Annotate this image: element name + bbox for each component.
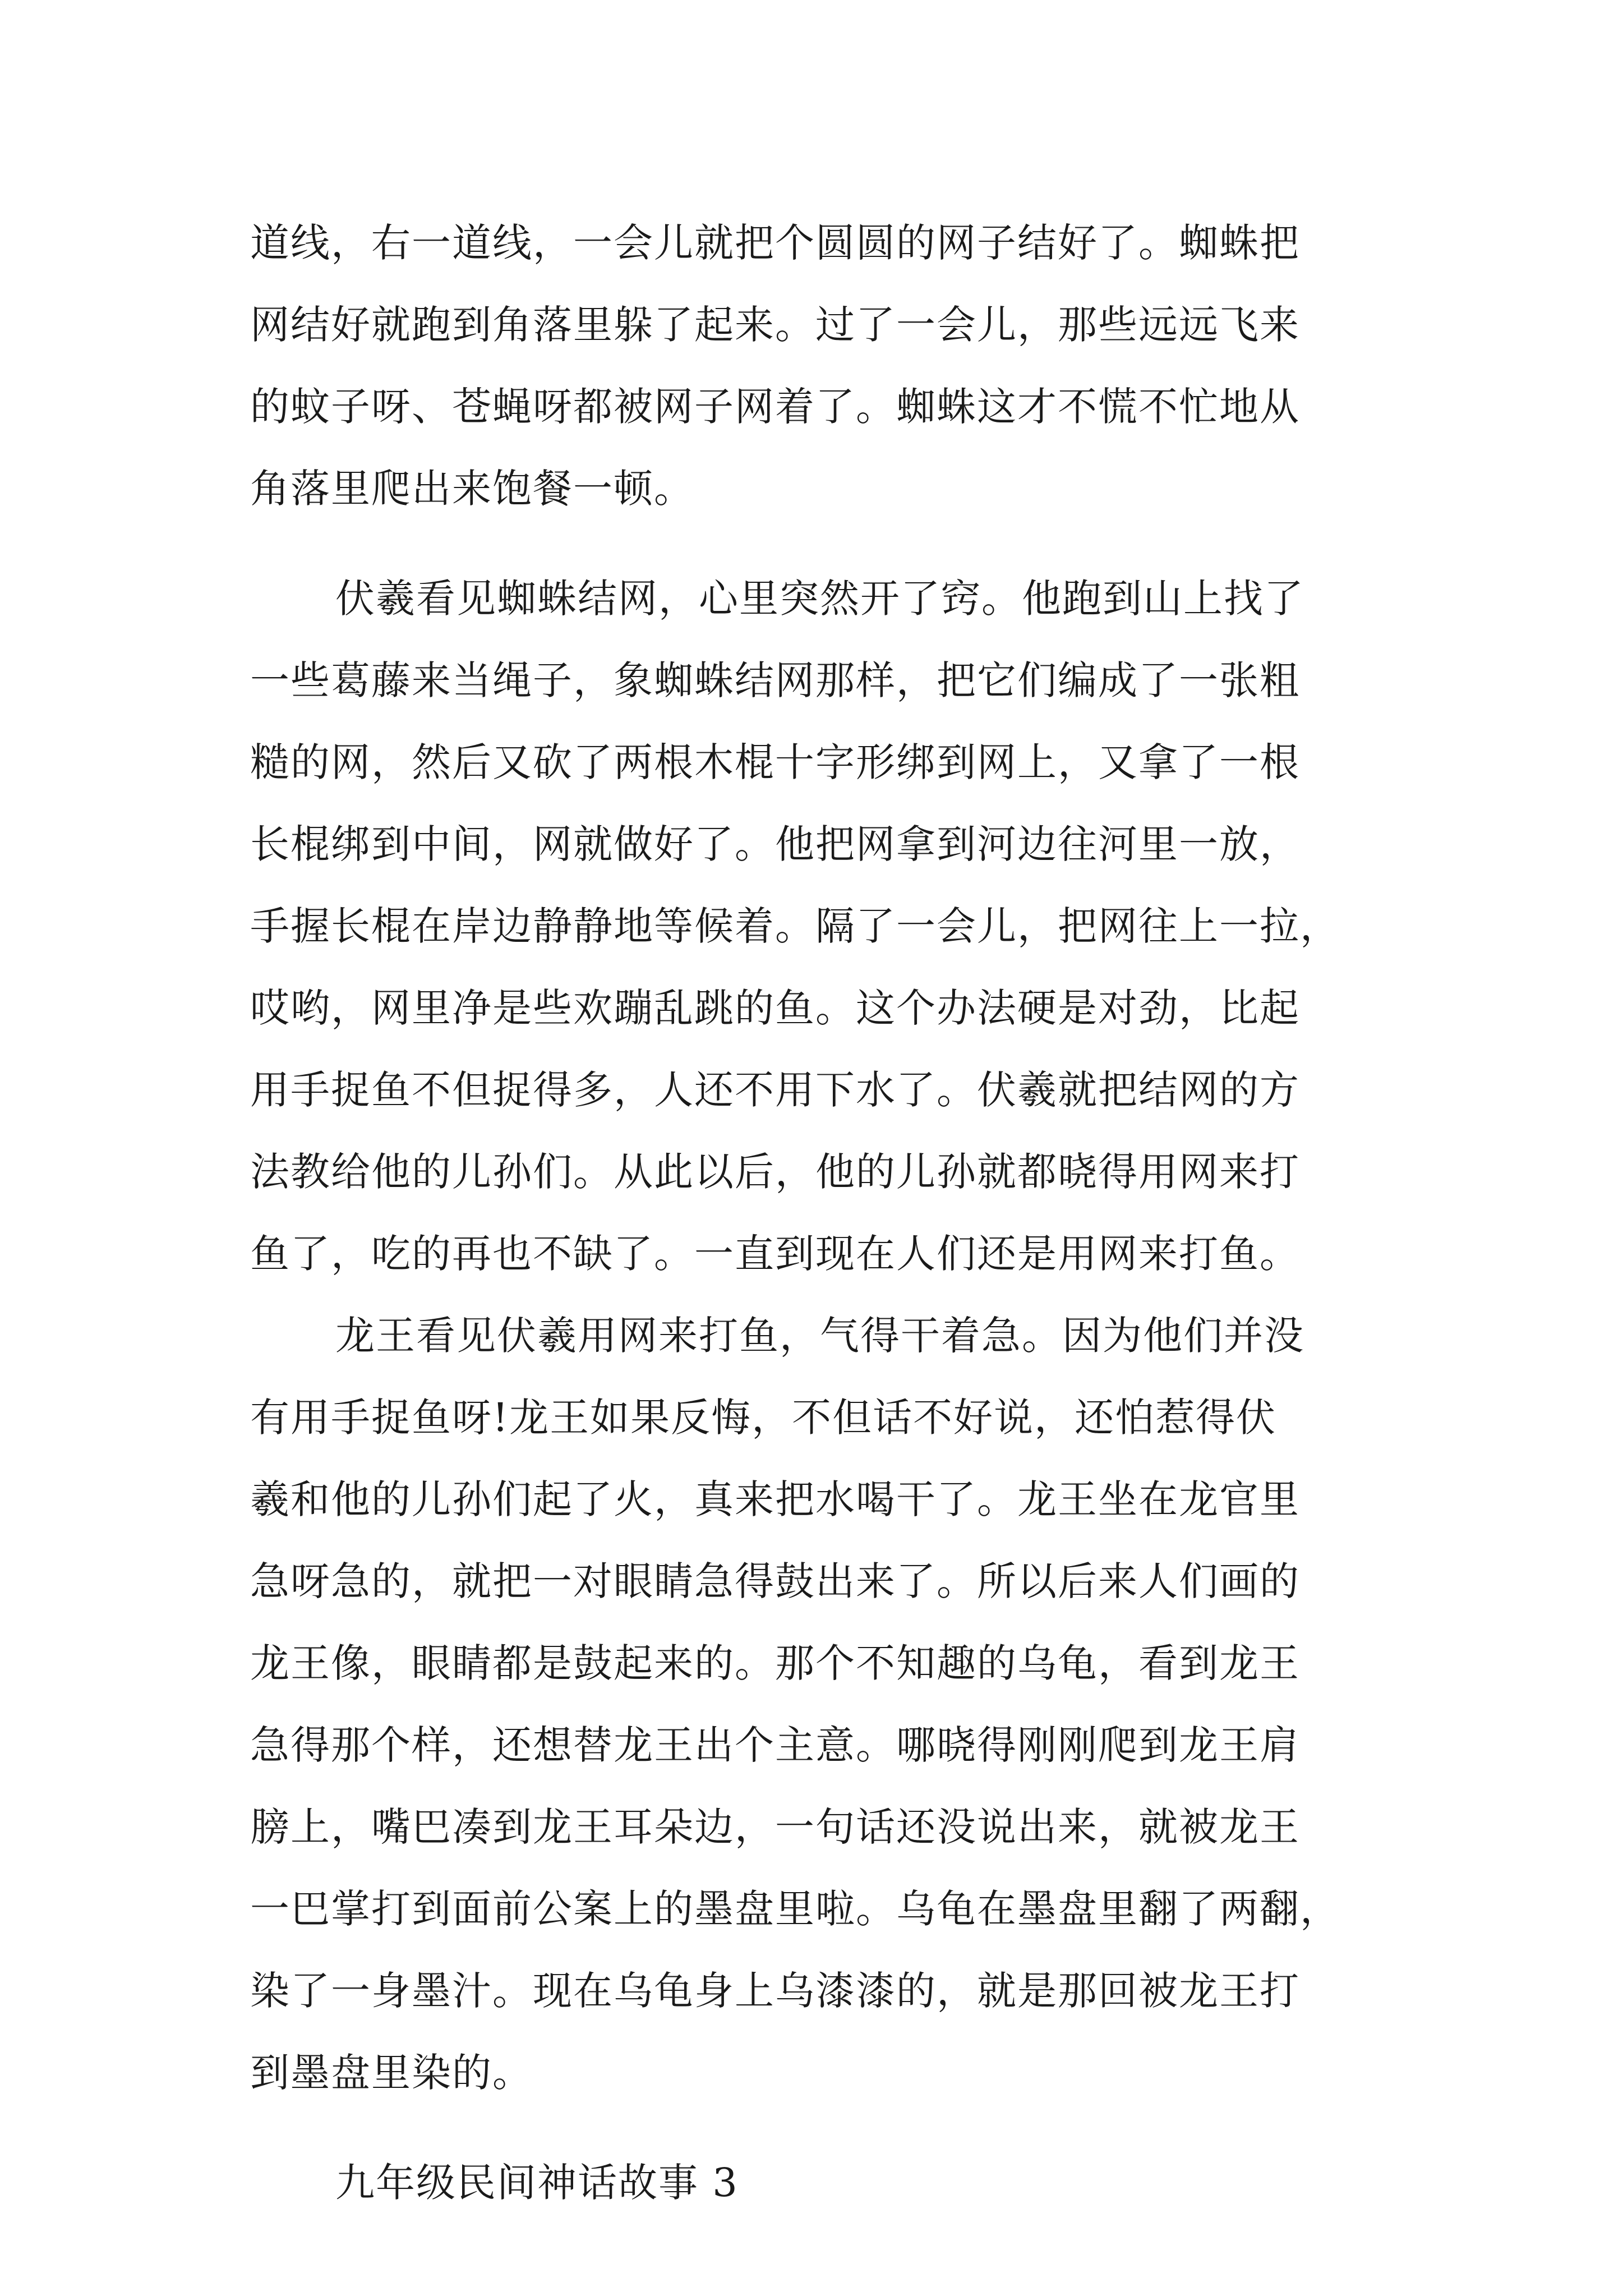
- paragraph-3: [250, 1295, 1389, 2114]
- text-line: 羲和他的儿孙们起了火，真来把水喝干了。龙王坐在龙官里: [250, 1476, 1300, 1522]
- text-line: 用手捉鱼不但捉得多，人还不用下水了。伏羲就把结网的方: [250, 1067, 1300, 1113]
- document-body: [250, 202, 1389, 2224]
- paragraph-1: [250, 202, 1389, 530]
- text-line: 染了一身墨汁。现在乌龟身上乌漆漆的，就是那回被龙王打: [250, 1968, 1300, 2014]
- text-line: 龙王像，眼睛都是鼓起来的。那个不知趣的乌龟，看到龙王: [250, 1640, 1300, 1686]
- text-line: 有用手捉鱼呀!龙王如果反悔，不但话不好说，还怕惹得伏: [250, 1395, 1277, 1441]
- text-line: 到墨盘里染的。: [250, 2050, 533, 2096]
- text-line: 法教给他的儿孙们。从此以后，他的儿孙就都晓得用网来打: [250, 1149, 1300, 1195]
- text-line: 膀上，嘴巴凑到龙王耳朵边，一句话还没说出来，就被龙王: [250, 1804, 1300, 1850]
- text-line: 鱼了，吃的再也不缺了。一直到现在人们还是用网来打鱼。: [250, 1231, 1300, 1277]
- text-line: 角落里爬出来饱餐一顿。: [250, 466, 694, 512]
- text-line: 长棍绑到中间，网就做好了。他把网拿到河边往河里一放，: [250, 821, 1300, 867]
- text-line: 一巴掌打到面前公案上的墨盘里啦。乌龟在墨盘里翻了两翻，: [250, 1886, 1340, 1932]
- text-line: 一些葛藤来当绳子，象蜘蛛结网那样，把它们编成了一张粗: [250, 657, 1300, 703]
- text-line: 龙王看见伏羲用网来打鱼，气得干着急。因为他们并没: [335, 1313, 1304, 1359]
- text-line: 手握长棍在岸边静静地等候着。隔了一会儿，把网往上一拉，: [250, 903, 1340, 949]
- text-line: 哎哟，网里净是些欢蹦乱跳的鱼。这个办法硬是对劲，比起: [250, 985, 1300, 1031]
- section-heading: 九年级民间神话故事 3: [335, 2160, 739, 2206]
- text-line: 急得那个样，还想替龙王出个主意。哪晓得刚刚爬到龙王肩: [250, 1722, 1300, 1768]
- text-line: 网结好就跑到角落里躲了起来。过了一会儿，那些远远飞来: [250, 302, 1300, 348]
- paragraph-2: [250, 558, 1389, 1295]
- text-line: 伏羲看见蜘蛛结网，心里突然开了窍。他跑到山上找了: [335, 576, 1304, 622]
- text-line: 急呀急的，就把一对眼睛急得鼓出来了。所以后来人们画的: [250, 1558, 1300, 1604]
- text-line: 糙的网，然后又砍了两根木棍十字形绑到网上，又拿了一根: [250, 739, 1300, 785]
- text-line: 道线，右一道线，一会儿就把个圆圆的网子结好了。蜘蛛把: [250, 220, 1300, 266]
- text-line: 的蚊子呀、苍蝇呀都被网子网着了。蜘蛛这才不慌不忙地从: [250, 384, 1300, 430]
